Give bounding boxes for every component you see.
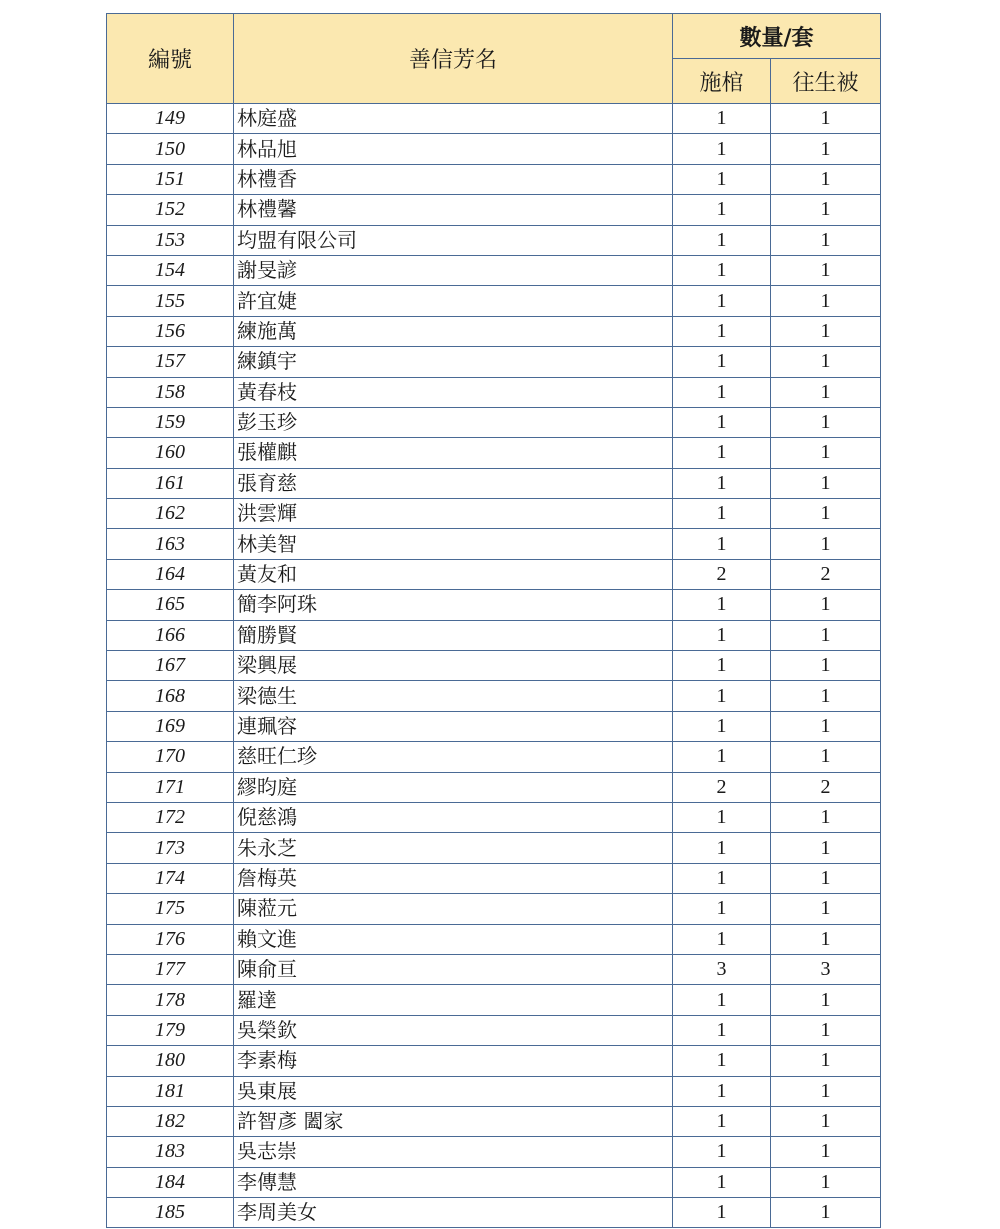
shroud-quantity: 1 bbox=[771, 377, 881, 407]
shroud-quantity: 1 bbox=[771, 1137, 881, 1167]
shroud-quantity: 1 bbox=[771, 802, 881, 832]
row-number: 150 bbox=[107, 134, 234, 164]
shroud-quantity: 1 bbox=[771, 863, 881, 893]
donor-name: 練施萬 bbox=[234, 316, 673, 346]
row-number: 160 bbox=[107, 438, 234, 468]
row-number: 174 bbox=[107, 863, 234, 893]
table-row bbox=[107, 742, 881, 772]
donor-table bbox=[106, 13, 881, 1228]
shroud-quantity: 3 bbox=[771, 954, 881, 984]
coffin-quantity: 1 bbox=[673, 1046, 771, 1076]
donor-name: 黃春枝 bbox=[234, 377, 673, 407]
coffin-quantity: 1 bbox=[673, 377, 771, 407]
shroud-quantity: 1 bbox=[771, 590, 881, 620]
table-row bbox=[107, 468, 881, 498]
coffin-quantity: 1 bbox=[673, 499, 771, 529]
shroud-quantity: 2 bbox=[771, 772, 881, 802]
donor-name: 陳蒞元 bbox=[234, 894, 673, 924]
shroud-quantity: 1 bbox=[771, 1015, 881, 1045]
shroud-quantity: 1 bbox=[771, 407, 881, 437]
donor-name: 簡勝賢 bbox=[234, 620, 673, 650]
donor-name: 李素梅 bbox=[234, 1046, 673, 1076]
coffin-quantity: 1 bbox=[673, 529, 771, 559]
shroud-quantity: 1 bbox=[771, 225, 881, 255]
table-header bbox=[107, 14, 881, 104]
row-number: 166 bbox=[107, 620, 234, 650]
row-number: 154 bbox=[107, 255, 234, 285]
row-number: 153 bbox=[107, 225, 234, 255]
donor-name: 慈旺仁珍 bbox=[234, 742, 673, 772]
coffin-quantity: 1 bbox=[673, 1137, 771, 1167]
header-quantity-group: 數量/套 bbox=[673, 14, 881, 59]
donor-name: 林美智 bbox=[234, 529, 673, 559]
coffin-quantity: 2 bbox=[673, 772, 771, 802]
table-row bbox=[107, 1198, 881, 1228]
shroud-quantity: 1 bbox=[771, 985, 881, 1015]
donor-name: 繆昀庭 bbox=[234, 772, 673, 802]
donor-name: 梁興展 bbox=[234, 651, 673, 681]
table-row bbox=[107, 1015, 881, 1045]
row-number: 165 bbox=[107, 590, 234, 620]
coffin-quantity: 1 bbox=[673, 742, 771, 772]
shroud-quantity: 1 bbox=[771, 134, 881, 164]
table-row bbox=[107, 164, 881, 194]
table-row bbox=[107, 681, 881, 711]
row-number: 184 bbox=[107, 1167, 234, 1197]
table-row bbox=[107, 954, 881, 984]
donor-name: 洪雲輝 bbox=[234, 499, 673, 529]
row-number: 177 bbox=[107, 954, 234, 984]
donor-name: 羅達 bbox=[234, 985, 673, 1015]
shroud-quantity: 1 bbox=[771, 1198, 881, 1228]
table-row bbox=[107, 985, 881, 1015]
donor-name: 張育慈 bbox=[234, 468, 673, 498]
row-number: 164 bbox=[107, 559, 234, 589]
donor-name: 均盟有限公司 bbox=[234, 225, 673, 255]
table-row bbox=[107, 894, 881, 924]
donor-name: 林庭盛 bbox=[234, 104, 673, 134]
coffin-quantity: 1 bbox=[673, 164, 771, 194]
donor-name: 林品旭 bbox=[234, 134, 673, 164]
coffin-quantity: 1 bbox=[673, 286, 771, 316]
row-number: 167 bbox=[107, 651, 234, 681]
shroud-quantity: 1 bbox=[771, 255, 881, 285]
coffin-quantity: 1 bbox=[673, 894, 771, 924]
donor-name: 林禮香 bbox=[234, 164, 673, 194]
coffin-quantity: 1 bbox=[673, 255, 771, 285]
row-number: 185 bbox=[107, 1198, 234, 1228]
table-row bbox=[107, 833, 881, 863]
donor-name: 謝旻諺 bbox=[234, 255, 673, 285]
donor-name: 吳東展 bbox=[234, 1076, 673, 1106]
coffin-quantity: 1 bbox=[673, 438, 771, 468]
donor-name: 吳志崇 bbox=[234, 1137, 673, 1167]
row-number: 156 bbox=[107, 316, 234, 346]
coffin-quantity: 1 bbox=[673, 1015, 771, 1045]
coffin-quantity: 3 bbox=[673, 954, 771, 984]
table-row bbox=[107, 559, 881, 589]
coffin-quantity: 1 bbox=[673, 134, 771, 164]
shroud-quantity: 1 bbox=[771, 195, 881, 225]
header-shroud: 往生被 bbox=[771, 59, 881, 104]
table-row bbox=[107, 1106, 881, 1136]
coffin-quantity: 1 bbox=[673, 225, 771, 255]
table-row bbox=[107, 651, 881, 681]
shroud-quantity: 1 bbox=[771, 438, 881, 468]
row-number: 163 bbox=[107, 529, 234, 559]
coffin-quantity: 1 bbox=[673, 833, 771, 863]
coffin-quantity: 2 bbox=[673, 559, 771, 589]
table-row bbox=[107, 924, 881, 954]
coffin-quantity: 1 bbox=[673, 681, 771, 711]
donor-name: 賴文進 bbox=[234, 924, 673, 954]
shroud-quantity: 1 bbox=[771, 1046, 881, 1076]
donor-name: 李傳慧 bbox=[234, 1167, 673, 1197]
table-row bbox=[107, 286, 881, 316]
row-number: 158 bbox=[107, 377, 234, 407]
row-number: 161 bbox=[107, 468, 234, 498]
header-donor-name: 善信芳名 bbox=[234, 14, 673, 104]
donor-name: 梁德生 bbox=[234, 681, 673, 711]
table-row bbox=[107, 772, 881, 802]
donor-name: 連珮容 bbox=[234, 711, 673, 741]
table-row bbox=[107, 1137, 881, 1167]
table-row bbox=[107, 225, 881, 255]
coffin-quantity: 1 bbox=[673, 1106, 771, 1136]
shroud-quantity: 1 bbox=[771, 499, 881, 529]
row-number: 155 bbox=[107, 286, 234, 316]
shroud-quantity: 1 bbox=[771, 894, 881, 924]
donor-name: 練鎮宇 bbox=[234, 347, 673, 377]
row-number: 173 bbox=[107, 833, 234, 863]
donor-name: 簡李阿珠 bbox=[234, 590, 673, 620]
table-row bbox=[107, 1046, 881, 1076]
donor-name: 陳俞亘 bbox=[234, 954, 673, 984]
coffin-quantity: 1 bbox=[673, 195, 771, 225]
donor-name: 林禮馨 bbox=[234, 195, 673, 225]
table-row bbox=[107, 347, 881, 377]
table-row bbox=[107, 1167, 881, 1197]
table-row bbox=[107, 802, 881, 832]
donor-name: 朱永芝 bbox=[234, 833, 673, 863]
row-number: 179 bbox=[107, 1015, 234, 1045]
shroud-quantity: 1 bbox=[771, 681, 881, 711]
donor-name: 倪慈鴻 bbox=[234, 802, 673, 832]
table-row bbox=[107, 620, 881, 650]
donor-name: 李周美女 bbox=[234, 1198, 673, 1228]
coffin-quantity: 1 bbox=[673, 316, 771, 346]
coffin-quantity: 1 bbox=[673, 651, 771, 681]
shroud-quantity: 1 bbox=[771, 1076, 881, 1106]
shroud-quantity: 1 bbox=[771, 468, 881, 498]
donor-name: 吳榮欽 bbox=[234, 1015, 673, 1045]
donor-name: 許宜婕 bbox=[234, 286, 673, 316]
shroud-quantity: 1 bbox=[771, 833, 881, 863]
shroud-quantity: 1 bbox=[771, 742, 881, 772]
table-row bbox=[107, 499, 881, 529]
coffin-quantity: 1 bbox=[673, 590, 771, 620]
coffin-quantity: 1 bbox=[673, 407, 771, 437]
row-number: 176 bbox=[107, 924, 234, 954]
shroud-quantity: 1 bbox=[771, 1106, 881, 1136]
shroud-quantity: 1 bbox=[771, 529, 881, 559]
donor-name: 彭玉珍 bbox=[234, 407, 673, 437]
donor-name: 詹梅英 bbox=[234, 863, 673, 893]
coffin-quantity: 1 bbox=[673, 620, 771, 650]
row-number: 151 bbox=[107, 164, 234, 194]
table-row bbox=[107, 863, 881, 893]
table-row bbox=[107, 134, 881, 164]
row-number: 183 bbox=[107, 1137, 234, 1167]
shroud-quantity: 1 bbox=[771, 347, 881, 377]
row-number: 171 bbox=[107, 772, 234, 802]
coffin-quantity: 1 bbox=[673, 985, 771, 1015]
donor-name: 許智彥 闔家 bbox=[234, 1106, 673, 1136]
table-row bbox=[107, 195, 881, 225]
row-number: 175 bbox=[107, 894, 234, 924]
shroud-quantity: 1 bbox=[771, 711, 881, 741]
table-row bbox=[107, 255, 881, 285]
row-number: 178 bbox=[107, 985, 234, 1015]
table-row bbox=[107, 377, 881, 407]
table-row bbox=[107, 438, 881, 468]
table-body bbox=[107, 104, 881, 1228]
row-number: 159 bbox=[107, 407, 234, 437]
row-number: 162 bbox=[107, 499, 234, 529]
coffin-quantity: 1 bbox=[673, 1167, 771, 1197]
row-number: 181 bbox=[107, 1076, 234, 1106]
coffin-quantity: 1 bbox=[673, 468, 771, 498]
coffin-quantity: 1 bbox=[673, 924, 771, 954]
coffin-quantity: 1 bbox=[673, 1076, 771, 1106]
table-row bbox=[107, 316, 881, 346]
row-number: 180 bbox=[107, 1046, 234, 1076]
table-row bbox=[107, 104, 881, 134]
shroud-quantity: 1 bbox=[771, 316, 881, 346]
coffin-quantity: 1 bbox=[673, 863, 771, 893]
shroud-quantity: 1 bbox=[771, 164, 881, 194]
shroud-quantity: 1 bbox=[771, 286, 881, 316]
row-number: 168 bbox=[107, 681, 234, 711]
table-row bbox=[107, 529, 881, 559]
row-number: 170 bbox=[107, 742, 234, 772]
donor-name: 黃友和 bbox=[234, 559, 673, 589]
table-row bbox=[107, 711, 881, 741]
coffin-quantity: 1 bbox=[673, 347, 771, 377]
row-number: 157 bbox=[107, 347, 234, 377]
donor-name: 張權麒 bbox=[234, 438, 673, 468]
row-number: 152 bbox=[107, 195, 234, 225]
coffin-quantity: 1 bbox=[673, 711, 771, 741]
coffin-quantity: 1 bbox=[673, 104, 771, 134]
shroud-quantity: 1 bbox=[771, 104, 881, 134]
shroud-quantity: 1 bbox=[771, 651, 881, 681]
table-row bbox=[107, 407, 881, 437]
shroud-quantity: 1 bbox=[771, 924, 881, 954]
coffin-quantity: 1 bbox=[673, 1198, 771, 1228]
table-row bbox=[107, 1076, 881, 1106]
header-coffin: 施棺 bbox=[673, 59, 771, 104]
coffin-quantity: 1 bbox=[673, 802, 771, 832]
row-number: 172 bbox=[107, 802, 234, 832]
row-number: 182 bbox=[107, 1106, 234, 1136]
shroud-quantity: 2 bbox=[771, 559, 881, 589]
row-number: 169 bbox=[107, 711, 234, 741]
header-number: 編號 bbox=[107, 14, 234, 104]
shroud-quantity: 1 bbox=[771, 620, 881, 650]
table-row bbox=[107, 590, 881, 620]
shroud-quantity: 1 bbox=[771, 1167, 881, 1197]
row-number: 149 bbox=[107, 104, 234, 134]
